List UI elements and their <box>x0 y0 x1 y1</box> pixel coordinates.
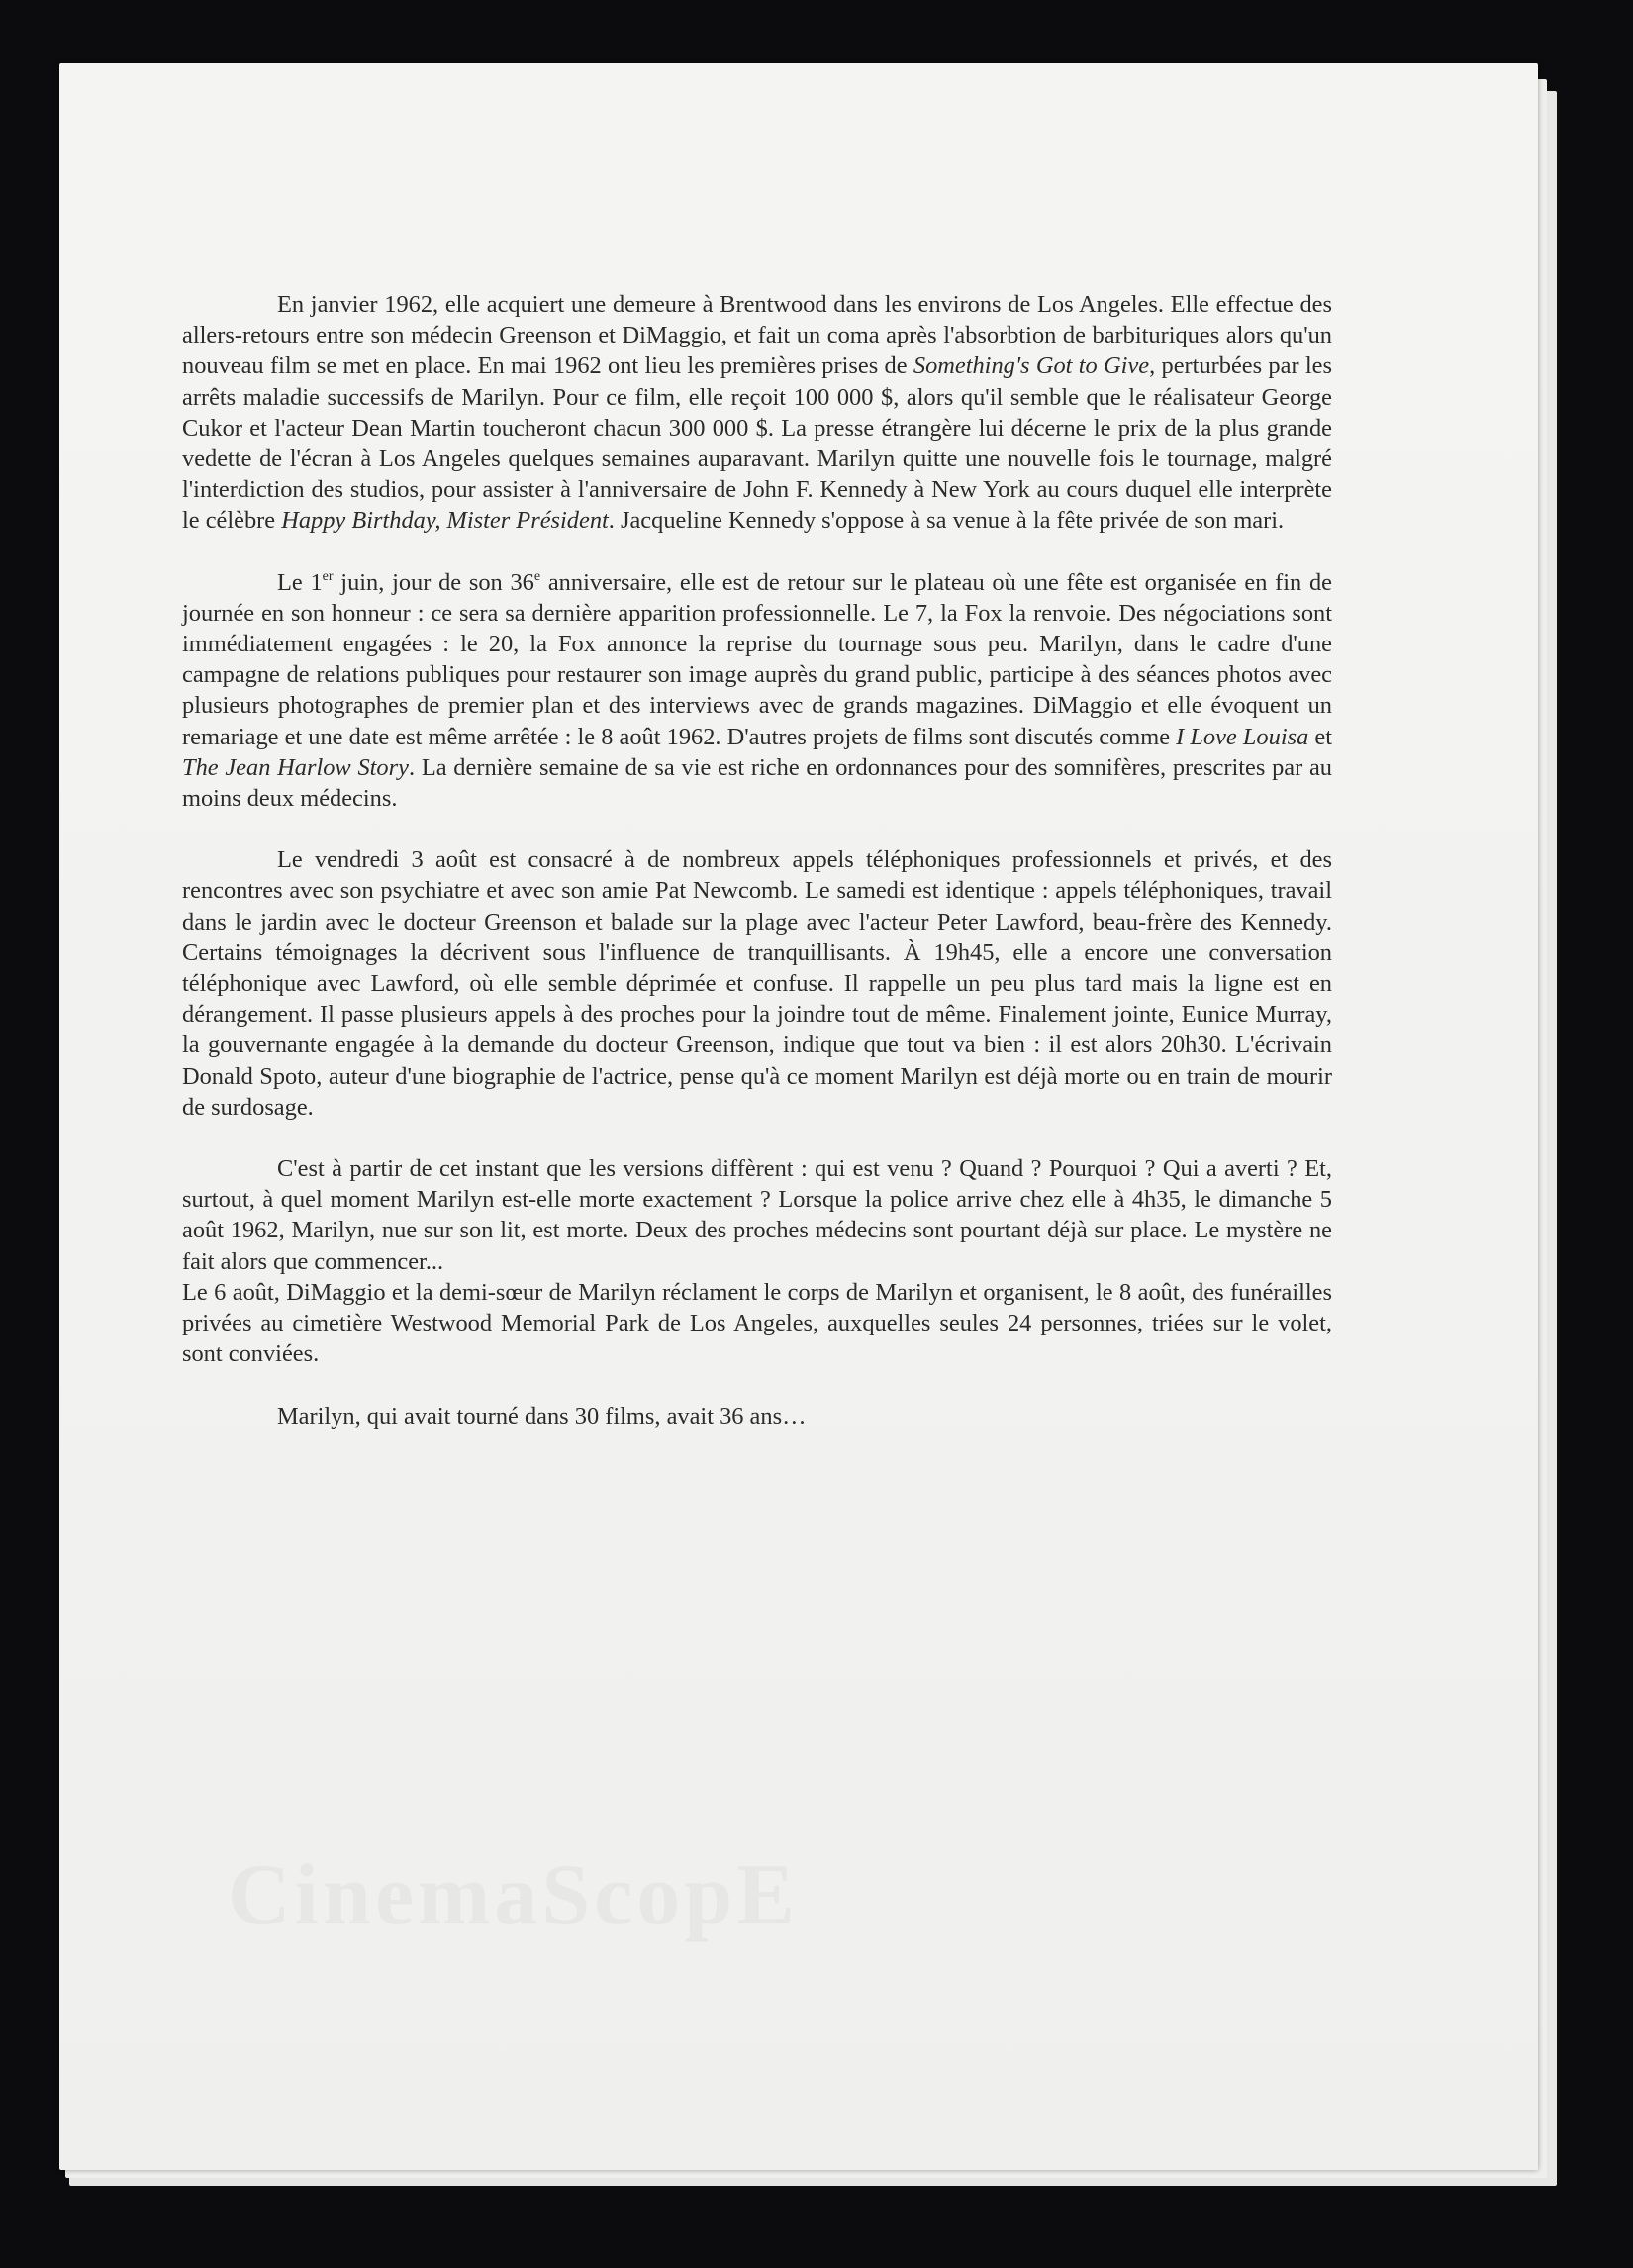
paragraph-june: Le 1er juin, jour de son 36e anniversaire, elle est de retour sur le plateau où une fête est organisée en fin de journée en son honneur : ce sera sa dernière apparition professionnelle. Le 7, la Fox la renvoie. Des négociations sont immédiatement engagées : le 20, la Fox annonce la reprise du tournage sous peu. Marilyn, dans le cadre d'une campagne de relations publiques pour restaurer son image auprès du grand public, participe à des séances photos avec plusieurs photographes de premier plan et des interviews avec de grands magazines. DiMaggio et elle évoquent un remariage et une date est même arrêtée : le 8 août 1962. D'autres projets de films sont discutés comme I Love Louisa et The Jean Harlow Story. La dernière semaine de sa vie est riche en ordonnances pour des somnifères, prescrites par au moins deux médecins. <box>182 568 1332 813</box>
paragraph-closing: Marilyn, qui avait tourné dans 30 films, avait 36 ans… <box>277 1402 807 1430</box>
paragraph-brentwood: En janvier 1962, elle acquiert une demeure à Brentwood dans les environs de Los Angeles. Elle effectue des allers-retours entre son médecin Greenson et DiMaggio, et fait un coma après l'absorbtion de barbituriques alors qu'un nouveau film se met en place. En mai 1962 ont lieu les premières prises de Something's Got to Give, perturbées par les arrêts maladie successifs de Marilyn. Pour ce film, elle reçoit 100 000 $, alors qu'il semble que le réalisateur George Cukor et l'acteur Dean Martin toucheront chacun 300 000 $. La presse étrangère lui décerne le prix de la plus grande vedette de l'écran à Los Angeles quelques semaines auparavant. Marilyn quitte une nouvelle fois le tournage, malgré l'interdiction des studios, pour assister à l'anniversaire de John F. Kennedy à New York au cours duquel elle interprète le célèbre Happy Birthday, Mister Président. Jacqueline Kennedy s'oppose à sa venue à la fête privée de son mari. <box>182 291 1332 535</box>
document-body <box>182 289 1332 1431</box>
film-title: The Jean Harlow Story <box>182 753 409 781</box>
song-title: Happy Birthday, Mister Président <box>281 507 609 535</box>
paragraph-versions: C'est à partir de cet instant que les versions diffèrent : qui est venu ? Quand ? Pourquoi ? Qui a averti ? Et, surtout, à quel moment Marilyn est-elle morte exactement ? Lorsque la police arrive chez elle à 4h35, le dimanche 5 août 1962, Marilyn, nue sur son lit, est morte. Deux des proches médecins sont pourtant déjà sur place. Le mystère ne fait alors que commencer... <box>182 1155 1332 1275</box>
film-title: Something's Got to Give <box>913 352 1150 380</box>
film-title: I Love Louisa <box>1176 723 1309 750</box>
paragraph-funeral: Le 6 août, DiMaggio et la demi-sœur de Marilyn réclament le corps de Marilyn et organisent, le 8 août, des funérailles privées au cimetière Westwood Memorial Park de Los Angeles, auxquelles seules 24 personnes, triées sur le volet, sont conviées. <box>182 1278 1332 1368</box>
show-through-watermark <box>228 1845 1465 1945</box>
paragraph-august-3: Le vendredi 3 août est consacré à de nombreux appels téléphoniques professionnels et privés, et des rencontres avec son psychiatre et avec son amie Pat Newcomb. Le samedi est identique : appels téléphoniques, travail dans le jardin avec le docteur Greenson et balade sur la plage avec l'acteur Peter Lawford, beau-frère des Kennedy. Certains témoignages la décrivent sous l'influence de tranquillisants. À 19h45, elle a encore une conversation téléphonique avec Lawford, où elle semble déprimée et confuse. Il rappelle un peu plus tard mais la ligne est en dérangement. Il passe plusieurs appels à des proches pour la joindre tout de même. Finalement jointe, Eunice Murray, la gouvernante engagée à la demande du docteur Greenson, indique que tout va bien : il est alors 20h30. L'écrivain Donald Spoto, auteur d'une biographie de l'actrice, pense qu'à ce moment Marilyn est déjà morte ou en train de mourir de surdosage. <box>182 846 1332 1121</box>
